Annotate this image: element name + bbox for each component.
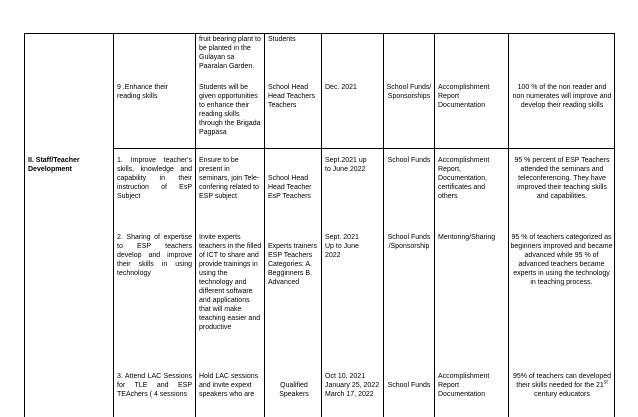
- table-cell: School Funds: [387, 157, 431, 164]
- table-cell: 95 % of teachers categorized as beginners improved and became advanced while 95 % of advanced teachers became experts in using the technology in teaching process.: [510, 234, 613, 286]
- table-cell: Experts trainers ESP Teachers Categories: A. Begginners B. Advanced: [268, 243, 318, 286]
- table-border: [24, 33, 615, 34]
- table-cell: Sept. 2021 Up to June 2022: [325, 234, 359, 259]
- table-cell: School Head Head Teachers Teachers: [268, 84, 315, 109]
- table-cell: fruit bearing plant to be planted in the Gulayan sa Paaralan Garden.: [199, 36, 261, 70]
- table-cell: School Head Head Teacher EsP Teachers: [268, 175, 312, 200]
- table-cell: Ensure to be present in seminars, join Tele-confering related to ESP subject.: [199, 157, 260, 200]
- table-border: [508, 33, 509, 417]
- table-border: [434, 33, 435, 417]
- table-cell: [512, 372, 612, 399]
- table-cell: 100 % of the non reader and non numerates will improve and develop their reading skills: [512, 84, 612, 109]
- table-border: [113, 148, 615, 149]
- table-border: [24, 33, 25, 417]
- table-cell: 3. Attend LAC Sessions for TLE and ESP TEAchers ( 4 sessions: [117, 373, 192, 398]
- table-cell: 1. Improve teacher's skills, knowledge and capability in their instruction of EsP Subject: [117, 157, 192, 200]
- table-cell: Accomplishment Report Documentation: [438, 373, 490, 398]
- table-cell: Accomplishment Report Documentation: [438, 84, 490, 109]
- table-cell: Qualified Speakers: [279, 382, 309, 398]
- table-cell: 2. Sharing of expertise to ESP teachers develop and improve their skills in using technology: [117, 234, 192, 277]
- table-cell: School Funds/ Sponsorships: [386, 84, 432, 100]
- table-cell: 9 .Enhance their reading skills: [117, 84, 168, 100]
- superscript: st: [603, 379, 608, 386]
- table-cell: School Funds /Sponsorship: [387, 234, 431, 250]
- table-cell: Accomplishment Report, Documentation, certificates and others: [438, 157, 490, 200]
- success-text-tail: century educators: [534, 391, 590, 398]
- table-cell: Mentoring/Sharing: [438, 234, 496, 241]
- table-cell: Hold LAC sessions and invite expext speakers who are: [199, 373, 259, 398]
- table-border: [614, 33, 615, 417]
- table-cell: Dec. 2021: [325, 84, 357, 91]
- table-border: [321, 33, 322, 417]
- table-cell: School Funds: [387, 382, 431, 389]
- table-border: [113, 33, 114, 417]
- table-cell: Students: [268, 36, 296, 43]
- area-label: II. Staff/Teacher Development: [28, 157, 80, 173]
- table-border: [383, 33, 384, 417]
- table-cell: Students will be given opportunities to enhance their reading skills through the Brigada Pagpasa: [199, 84, 261, 136]
- table-cell: Invite experts teachers in the filled of ICT to share and provide trainings in using the technology and different software and applications that will make teaching easier and productive: [199, 234, 262, 331]
- table-border: [264, 33, 265, 417]
- table-cell: Sept.2021 up to June 2022: [325, 157, 367, 173]
- table-cell: 95 % percent of ESP Teachers attended the seminars and teleconferencing. They have improved their teaching skills and capabilities.: [514, 157, 610, 200]
- table-border: [195, 33, 196, 417]
- table-cell: Oct 10, 2021 January 25, 2022 March 17, 2022: [325, 373, 380, 398]
- success-text: 95% of teachers can developed their skills needed for the 21: [512, 373, 612, 389]
